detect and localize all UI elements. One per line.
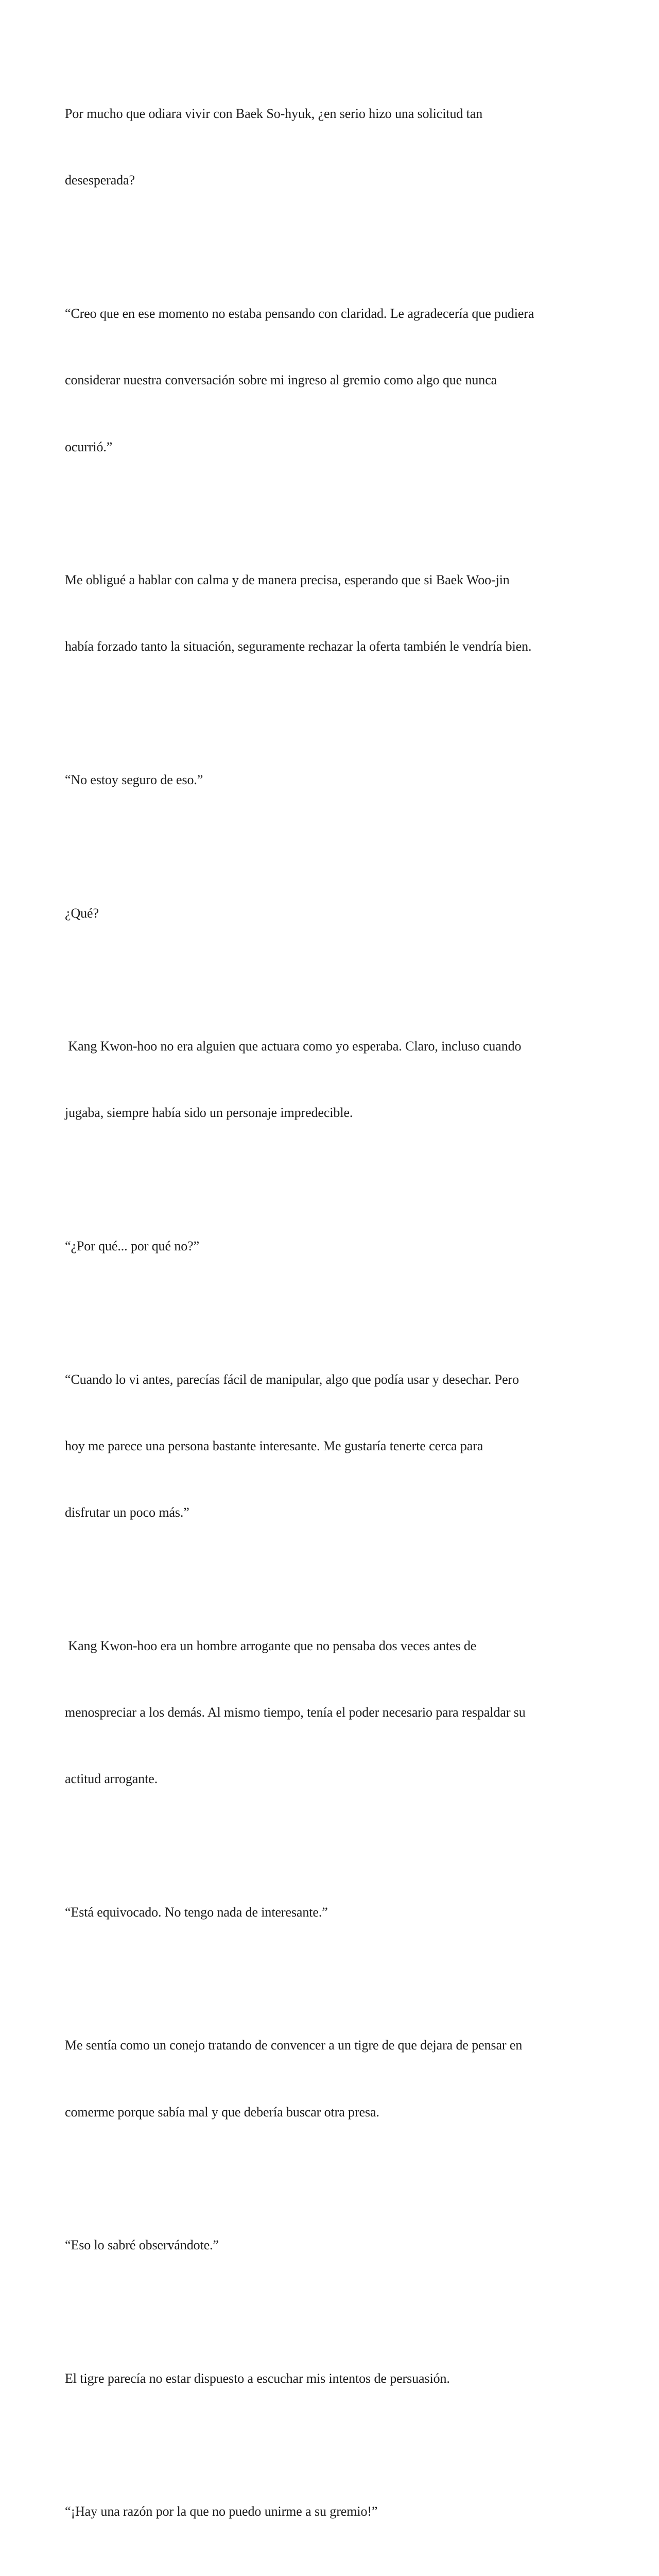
- text-line: jugaba, siempre había sido un personaje impredecible.: [65, 1105, 353, 1121]
- paragraph-4: [65, 724, 595, 835]
- text-line: comerme porque sabía mal y que debería buscar otra presa.: [65, 2104, 379, 2120]
- document-page: [65, 58, 595, 2576]
- paragraph-14: [65, 2456, 595, 2567]
- text-line: “¡Hay una razón por la que no puedo unirme a su gremio!”: [65, 2504, 378, 2519]
- paragraph-8: [65, 1324, 595, 1568]
- text-line: Kang Kwon-hoo no era alguien que actuara como yo esperaba. Claro, incluso cuando: [65, 1039, 522, 1054]
- text-line: menospreciar a los demás. Al mismo tiempo, tenía el poder necesario para respaldar su: [65, 1704, 526, 1720]
- text-line: “No estoy seguro de eso.”: [65, 772, 203, 787]
- text-line: “Creo que en ese momento no estaba pensando con claridad. Le agradecería que pudiera: [65, 306, 534, 321]
- text-line: había forzado tanto la situación, seguramente rechazar la oferta también le vendría bien.: [65, 639, 532, 654]
- text-line: El tigre parecía no estar dispuesto a escuchar mis intentos de persuasión.: [65, 2370, 450, 2386]
- paragraph-1: [65, 58, 595, 236]
- text-line: “¿Por qué... por qué no?”: [65, 1238, 200, 1253]
- text-line: desesperada?: [65, 173, 135, 188]
- text-line: hoy me parece una persona bastante interesante. Me gustaría tenerte cerca para: [65, 1438, 483, 1453]
- text-line: considerar nuestra conversación sobre mi ingreso al gremio como algo que nunca: [65, 372, 497, 388]
- paragraph-5: [65, 857, 595, 968]
- paragraph-10: [65, 1857, 595, 1968]
- text-line: disfrutar un poco más.”: [65, 1505, 189, 1520]
- paragraph-3: [65, 524, 595, 702]
- paragraph-7: [65, 1191, 595, 1301]
- paragraph-12: [65, 2190, 595, 2300]
- text-line: ¿Qué?: [65, 905, 99, 921]
- text-line: ocurrió.”: [65, 439, 113, 454]
- paragraph-2: [65, 258, 595, 502]
- text-line: Kang Kwon-hoo era un hombre arrogante que no pensaba dos veces antes de: [65, 1638, 477, 1653]
- text-line: Me obligué a hablar con calma y de manera precisa, esperando que si Baek Woo-jin: [65, 572, 510, 588]
- text-line: “Eso lo sabré observándote.”: [65, 2238, 219, 2253]
- text-line: “Cuando lo vi antes, parecías fácil de manipular, algo que podía usar y desechar. Pero: [65, 1371, 519, 1387]
- text-line: Me sentía como un conejo tratando de convencer a un tigre de que dejara de pensar en: [65, 2038, 523, 2053]
- paragraph-13: [65, 2323, 595, 2434]
- paragraph-11: [65, 1990, 595, 2167]
- paragraph-9: [65, 1590, 595, 1834]
- text-line: Por mucho que odiara vivir con Baek So-hyuk, ¿en serio hizo una solicitud tan: [65, 106, 483, 122]
- paragraph-6: [65, 991, 595, 1168]
- text-line: actitud arrogante.: [65, 1771, 158, 1787]
- text-line: “Está equivocado. No tengo nada de interesante.”: [65, 1904, 328, 1920]
